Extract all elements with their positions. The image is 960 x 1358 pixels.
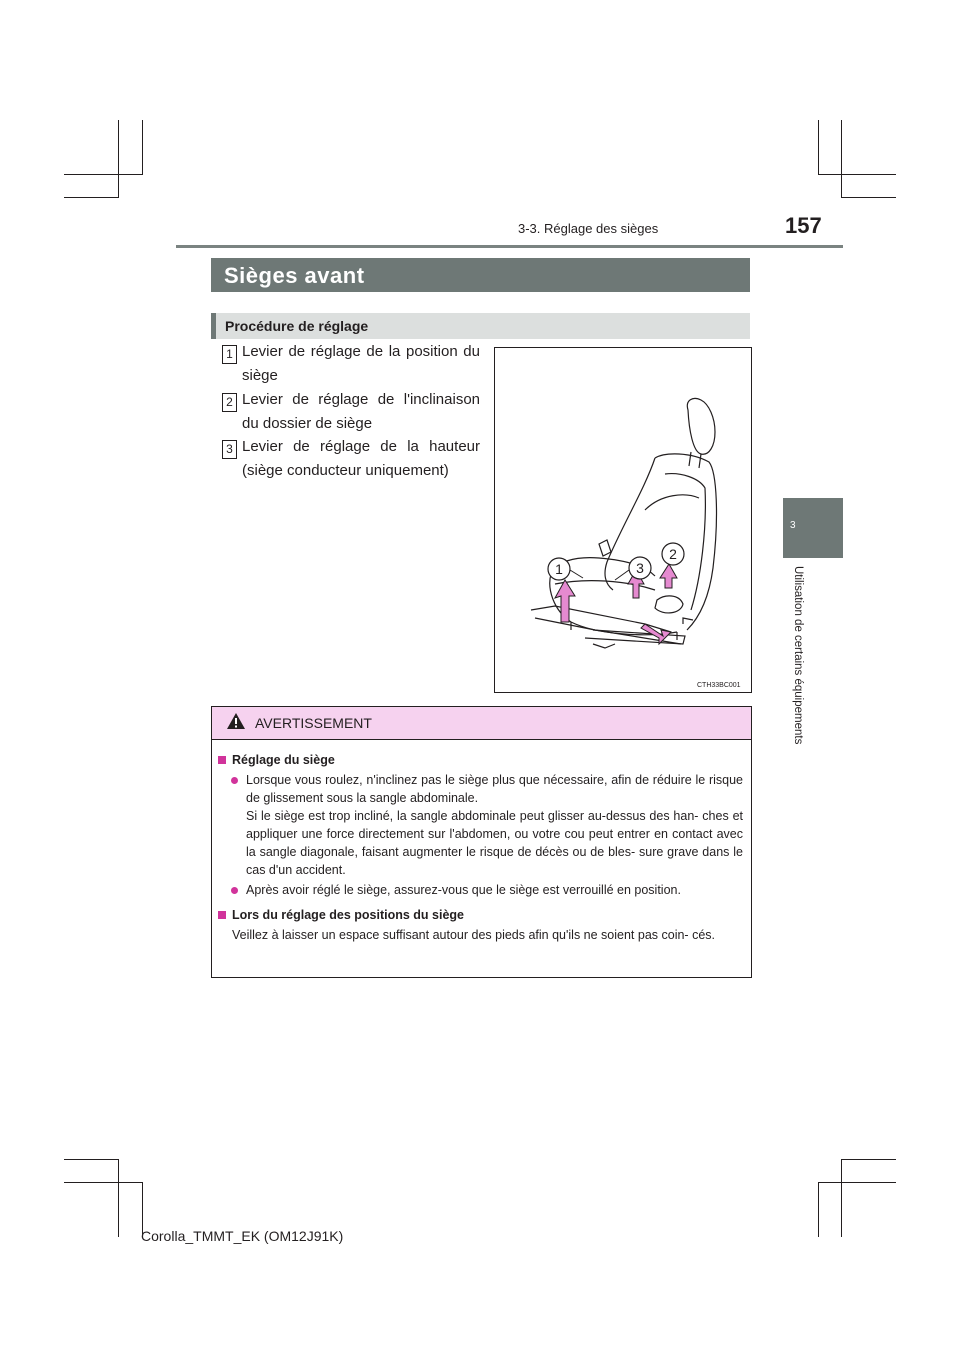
crop-mark bbox=[64, 1159, 119, 1160]
warning-header bbox=[212, 707, 751, 740]
seat-drawing bbox=[495, 348, 751, 692]
warning-heading: Réglage du siège bbox=[232, 753, 335, 767]
warning-label: AVERTISSEMENT bbox=[255, 715, 372, 731]
crop-mark bbox=[64, 174, 142, 175]
chapter-title: Utilisation de certains équipements bbox=[792, 566, 804, 745]
warning-body: Veillez à laisser un espace suffisant autour des pieds afin qu'ils ne soient pas coin- cés. bbox=[232, 928, 715, 942]
crop-mark bbox=[841, 1159, 896, 1160]
square-bullet-icon bbox=[218, 911, 226, 919]
warning-bullet: Lorsque vous roulez, n'inclinez pas le siège plus que nécessaire, afin de réduire le risque de glissement sous la sangle abdominale. bbox=[246, 773, 743, 805]
section-reference: 3-3. Réglage des sièges bbox=[518, 221, 659, 236]
warning-bullet: Après avoir réglé le siège, assurez-vous que le siège est verrouillé en position. bbox=[246, 883, 681, 897]
crop-mark bbox=[818, 174, 896, 175]
warning-bullet-continued: Si le siège est trop incliné, la sangle abdominale peut glisser au-dessus des han- ches et appliquer une force directement sur l'abdomen, ou votre cou peut entrer en contact avec la sangle diagonale, faisant augmenter le risque de décès ou de bles- sure grave dans le cas d'un accident. bbox=[246, 809, 743, 877]
step-number: 3 bbox=[222, 440, 237, 459]
figure-code: CTH33BC001 bbox=[697, 682, 741, 689]
document-footer: Corolla_TMMT_EK (OM12J91K) bbox=[141, 1228, 344, 1244]
step-number: 1 bbox=[222, 345, 237, 364]
chapter-number: 3 bbox=[790, 520, 796, 531]
square-bullet-icon bbox=[218, 756, 226, 764]
step-text: Levier de réglage de la hauteur (siège conducteur uniquement) bbox=[242, 438, 480, 479]
warning-heading: Lors du réglage des positions du siège bbox=[232, 908, 464, 922]
callout-label: 2 bbox=[669, 546, 677, 562]
warning-box bbox=[211, 706, 752, 978]
crop-mark bbox=[118, 120, 119, 198]
crop-mark bbox=[64, 197, 119, 198]
subsection-stripe bbox=[211, 313, 216, 339]
step-text: Levier de réglage de la position du siège bbox=[242, 343, 480, 384]
dot-bullet-icon bbox=[231, 777, 238, 784]
crop-mark bbox=[841, 1159, 842, 1237]
subsection-bar bbox=[211, 313, 750, 339]
crop-mark bbox=[818, 120, 819, 175]
crop-mark bbox=[142, 120, 143, 175]
header-rule bbox=[176, 245, 843, 248]
crop-mark bbox=[118, 1159, 119, 1237]
section-title-bar bbox=[211, 258, 750, 292]
callout-label: 1 bbox=[555, 561, 563, 577]
crop-mark bbox=[64, 1182, 142, 1183]
crop-mark bbox=[841, 197, 896, 198]
section-title: Sièges avant bbox=[224, 263, 365, 288]
subsection-title: Procédure de réglage bbox=[225, 318, 369, 334]
crop-mark bbox=[841, 120, 842, 198]
crop-mark bbox=[818, 1182, 896, 1183]
step-text: Levier de réglage de l'inclinaison du dossier de siège bbox=[242, 391, 480, 432]
warning-triangle-icon bbox=[226, 712, 246, 730]
dot-bullet-icon bbox=[231, 887, 238, 894]
seat-illustration bbox=[494, 347, 752, 693]
callout-label: 3 bbox=[636, 560, 644, 576]
step-number: 2 bbox=[222, 393, 237, 412]
chapter-title-vertical bbox=[792, 566, 810, 776]
crop-mark bbox=[818, 1182, 819, 1237]
page-number: 157 bbox=[785, 213, 822, 238]
